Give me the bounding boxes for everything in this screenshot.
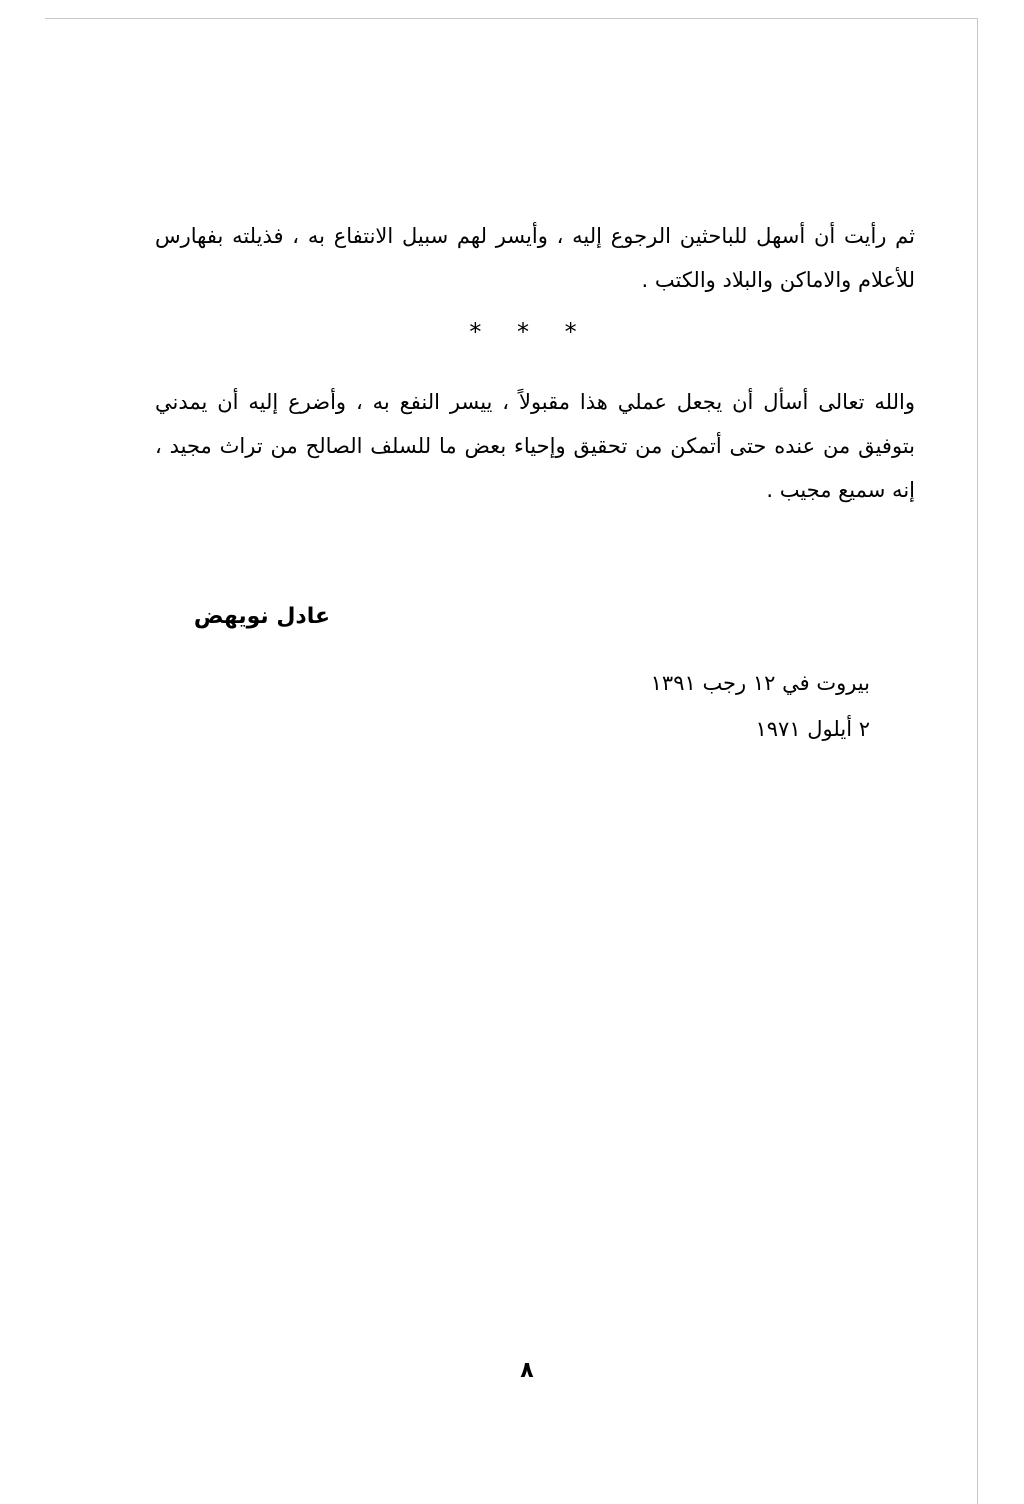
page-number: ٨ [520,1358,534,1383]
date-block [560,660,870,752]
author-signature: عادل نويهض [193,604,330,629]
right-border-rule [977,18,978,1504]
top-border-rule [45,18,977,19]
hijri-date-line: بيروت في ١٢ رجب ١٣٩١ [650,671,870,695]
paragraph-indexes-note: ثم رأيت أن أسهل للباحثين الرجوع إليه ، وأيسر لهم سبيل الانتفاع به ، فذيلته بفهارس للأعلام والاماكن والبلاد والكتب . [155,224,915,292]
section-separator: * * * [469,318,591,346]
gregorian-date-line: ٢ أيلول ١٩٧١ [755,717,870,741]
paragraph-closing-prayer: والله تعالى أسأل أن يجعل عملي هذا مقبولاً ، ييسر النفع به ، وأضرع إليه أن يمدني بتوفيق من عنده حتى أتمكن من تحقيق وإحياء بعض ما للسلف الصالح من تراث مجيد ، إنه سميع مجيب . [155,390,915,502]
